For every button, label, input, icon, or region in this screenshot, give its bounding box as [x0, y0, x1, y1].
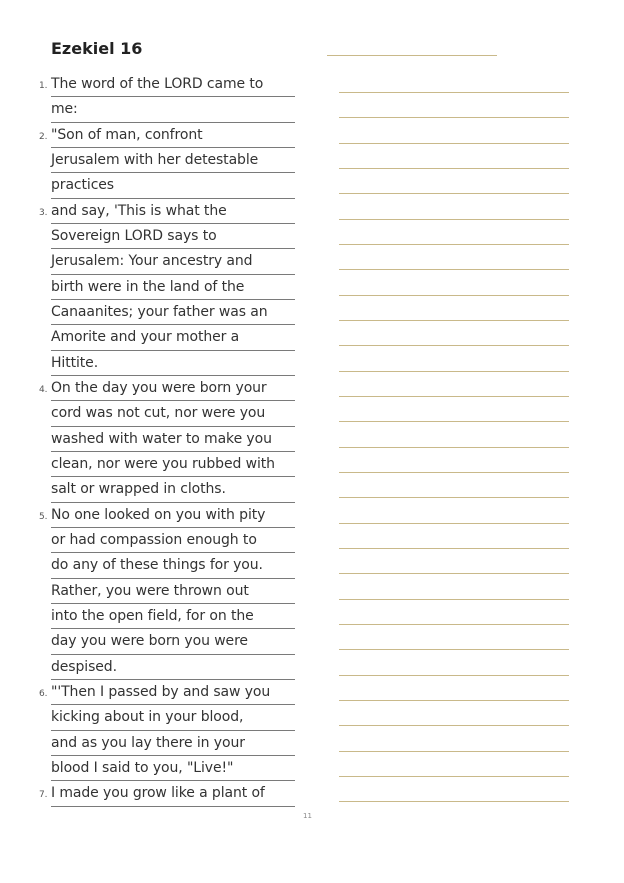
verse-line	[51, 528, 295, 553]
verse-number: 1.	[39, 81, 48, 91]
verse-line	[51, 427, 295, 452]
verse-line-text: me:	[51, 101, 78, 118]
practice-writing-line[interactable]	[339, 700, 569, 701]
verse-line	[51, 477, 295, 502]
practice-writing-line[interactable]	[339, 117, 569, 118]
practice-writing-line[interactable]	[339, 92, 569, 93]
verse-line	[51, 249, 295, 274]
verse-line-text: blood I said to you, "Live!"	[51, 759, 234, 776]
verse-line	[51, 629, 295, 654]
verse-line-text: or had compassion enough to	[51, 531, 257, 548]
verse-line	[51, 275, 295, 300]
verse-line-text: Canaanites; your father was an	[51, 303, 268, 320]
practice-writing-line[interactable]	[339, 371, 569, 372]
practice-writing-line[interactable]	[339, 624, 569, 625]
verse-line-text: Jerusalem with her detestable	[51, 151, 259, 168]
verse-number: 4.	[39, 384, 48, 395]
verse-line-text: Sovereign LORD says to	[51, 227, 217, 244]
verse-line-text: I made you grow like a plant of	[51, 785, 265, 802]
verse-line	[51, 300, 295, 325]
verse-line	[51, 579, 295, 604]
verse-line	[51, 731, 295, 756]
verse-line	[51, 705, 295, 730]
practice-writing-line[interactable]	[339, 320, 569, 321]
verse-line	[51, 148, 295, 173]
verse-number: 5.	[39, 511, 48, 522]
practice-writing-line[interactable]	[339, 168, 569, 169]
practice-writing-line[interactable]	[339, 776, 569, 777]
verse-line-text: Hittite.	[51, 354, 99, 371]
verse-line-text: and as you lay there in your	[51, 734, 245, 751]
practice-writing-line[interactable]	[339, 143, 569, 144]
practice-writing-line[interactable]	[339, 523, 569, 524]
verse-line	[39, 123, 295, 148]
practice-writing-line[interactable]	[339, 295, 569, 296]
practice-writing-line[interactable]	[339, 649, 569, 650]
verse-line-text: clean, nor were you rubbed with	[51, 455, 275, 472]
verse-line-text: and say, 'This is what the	[51, 202, 227, 219]
practice-writing-line[interactable]	[339, 548, 569, 549]
verse-line-text: day you were born you were	[51, 633, 248, 650]
practice-writing-line[interactable]	[339, 801, 569, 802]
verse-line	[39, 199, 295, 224]
practice-writing-line[interactable]	[339, 675, 569, 676]
verse-line-text: despised.	[51, 658, 117, 675]
verse-line	[39, 376, 295, 401]
practice-writing-line[interactable]	[339, 219, 569, 220]
verse-line	[51, 351, 295, 376]
verse-line	[51, 224, 295, 249]
verse-number: 7.	[39, 790, 48, 801]
verse-line-text: On the day you were born your	[51, 379, 267, 396]
verse-line-text: The word of the LORD came to	[51, 76, 264, 92]
verse-line	[39, 72, 295, 97]
practice-writing-line[interactable]	[339, 472, 569, 473]
verse-number: 2.	[39, 131, 48, 142]
practice-writing-line[interactable]	[339, 193, 569, 194]
practice-writing-line[interactable]	[339, 599, 569, 600]
verse-line	[51, 97, 295, 122]
verse-number: 3.	[39, 207, 48, 218]
verse-line-text: washed with water to make you	[51, 430, 272, 447]
verse-line-text: into the open field, for on the	[51, 607, 254, 624]
practice-writing-line[interactable]	[339, 421, 569, 422]
verse-line	[51, 756, 295, 781]
practice-writing-line[interactable]	[339, 725, 569, 726]
practice-writing-line[interactable]	[339, 396, 569, 397]
verse-line-text: Amorite and your mother a	[51, 329, 240, 346]
verse-line-text: do any of these things for you.	[51, 557, 263, 574]
practice-writing-line[interactable]	[339, 447, 569, 448]
practice-writing-line[interactable]	[339, 244, 569, 245]
practice-writing-line[interactable]	[339, 269, 569, 270]
verse-line	[39, 781, 295, 806]
verse-line	[51, 655, 295, 680]
verse-line	[51, 452, 295, 477]
verse-line-text: cord was not cut, nor were you	[51, 405, 266, 422]
verse-line-text: No one looked on you with pity	[51, 506, 266, 523]
verse-line	[51, 553, 295, 578]
verse-line	[39, 680, 295, 705]
verse-line-text: practices	[51, 177, 115, 194]
verse-line-text: birth were in the land of the	[51, 278, 245, 295]
verse-line-text: "'Then I passed by and saw you	[51, 683, 271, 700]
page-marker: 11	[303, 812, 312, 820]
verse-line-text: Jerusalem: Your ancestry and	[51, 253, 253, 270]
practice-writing-line[interactable]	[339, 573, 569, 574]
page-title: Ezekiel 16	[51, 39, 143, 58]
verse-line	[51, 325, 295, 350]
practice-writing-line[interactable]	[339, 751, 569, 752]
verse-line	[51, 401, 295, 426]
verse-line	[51, 604, 295, 629]
verse-number: 6.	[39, 688, 48, 699]
verse-line-text: salt or wrapped in cloths.	[51, 481, 226, 498]
verse-line-text: kicking about in your blood,	[51, 709, 244, 726]
practice-writing-line[interactable]	[339, 497, 569, 498]
verse-line-text: Rather, you were thrown out	[51, 582, 249, 599]
verse-line	[39, 503, 295, 528]
verse-line-text: "Son of man, confront	[51, 126, 203, 143]
verse-line	[51, 173, 295, 198]
practice-writing-line[interactable]	[339, 345, 569, 346]
